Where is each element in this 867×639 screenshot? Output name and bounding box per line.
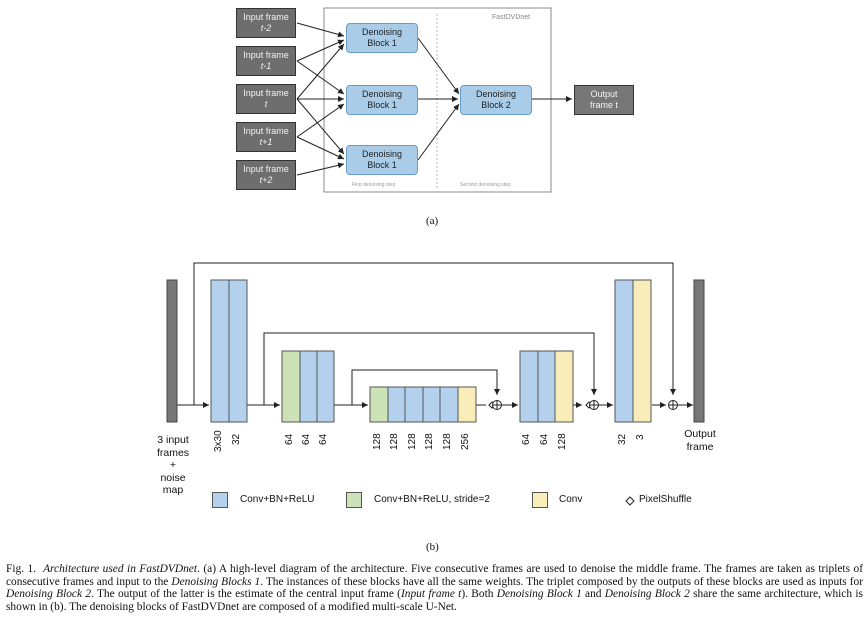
input-frame-t-1 — [236, 46, 296, 76]
input-label-line: 3 input — [157, 434, 189, 446]
input-frame-label: Input frame — [243, 12, 289, 22]
input-frame-label: Input frame — [243, 126, 289, 136]
denoising-block-1-middle — [346, 85, 418, 115]
input-frame-index: t-2 — [260, 23, 272, 33]
caption-text: share the same architecture, which is shown in (b). The denoising blocks of FastDVDnet are composed of a modified multi-scale U-Net. — [6, 588, 863, 613]
caption-text: . (a) A high-level diagram of the architecture. Five consecutive frames are used to denoise the middle frame. The frames are taken as triplets of consecutive frames and input to the — [6, 563, 863, 588]
channel-label: 32 — [231, 433, 242, 445]
input-frame-t+1 — [236, 122, 296, 152]
input-label-line: + — [169, 459, 177, 471]
output-label: Output — [590, 89, 618, 99]
block-label: Denoising — [361, 149, 403, 159]
caption-italic: Denoising Blocks 1 — [171, 575, 261, 588]
input-frame-label: Input frame — [243, 88, 289, 98]
skip-connections — [194, 263, 673, 405]
output-label: frame t — [589, 100, 618, 110]
block-label: Block 1 — [367, 38, 397, 48]
input-frame-label: Input frame — [243, 50, 289, 60]
output-frame-box — [574, 85, 634, 115]
legend-swatch-yellow — [532, 492, 548, 508]
channel-label: 64 — [301, 433, 312, 445]
first-step-label: First denoising step — [352, 182, 396, 188]
block-label: Block 2 — [481, 100, 511, 110]
figure-caption — [6, 563, 863, 613]
channel-label: 32 — [617, 433, 628, 445]
legend-pixelshuffle-icon — [625, 496, 635, 506]
caption-text: . The instances of these blocks have all the same weights. The triplet composed by the outputs of these blocks are used as inputs for — [260, 575, 864, 588]
output-label-line: Output — [684, 428, 716, 440]
channel-label: 3 — [635, 434, 646, 440]
legend-swatch-green — [346, 492, 362, 508]
output-label-line: frame — [686, 441, 714, 453]
input-frame-t — [236, 84, 296, 114]
caption-text: . The output of the latter is the estimate of the central input frame ( — [91, 588, 401, 600]
caption-text: ). Both — [461, 588, 497, 600]
caption-italic: Input frame t — [400, 588, 462, 600]
legend-conv-bn-relu: Conv+BN+ReLU — [240, 494, 315, 505]
denoising-block-2 — [460, 85, 532, 115]
second-step-label: Second denoising step — [460, 182, 511, 188]
input-label — [145, 434, 201, 497]
diagram-a-arrows — [0, 0, 867, 230]
channel-label: 256 — [460, 433, 471, 450]
denoising-block-1-bottom — [346, 145, 418, 175]
channel-label: 64 — [521, 433, 532, 445]
input-frame-index: t-1 — [260, 61, 272, 71]
legend-pixelshuffle: PixelShuffle — [639, 494, 692, 505]
denoising-block-1-top — [346, 23, 418, 53]
input-label-line: map — [162, 484, 184, 496]
channel-label: 128 — [424, 433, 435, 450]
block-label: Denoising — [475, 89, 517, 99]
block-label: Denoising — [361, 89, 403, 99]
caption-italic: Denoising Block 1 — [496, 588, 582, 600]
layer-group-1 — [211, 280, 247, 422]
input-frame-index: t — [264, 99, 268, 109]
sublabel-b: (b) — [426, 541, 439, 553]
sublabel-a: (a) — [426, 215, 439, 227]
diagram-b-graphics — [0, 240, 867, 460]
output-label — [678, 428, 722, 454]
input-label-line: frames — [156, 446, 190, 459]
channel-label: 64 — [539, 433, 550, 445]
output-tensor — [694, 280, 704, 422]
input-label-line: noise — [160, 471, 186, 484]
channel-label: 64 — [284, 433, 295, 445]
channel-label: 128 — [557, 433, 568, 450]
channel-label: 128 — [442, 433, 453, 450]
block-label: Block 1 — [367, 100, 397, 110]
input-frame-label: Input frame — [243, 164, 289, 174]
layer-group-4 — [520, 351, 573, 422]
input-frame-t-2 — [236, 8, 296, 38]
input-frame-t+2 — [236, 160, 296, 190]
input-tensor — [167, 280, 177, 422]
legend-swatch-blue — [212, 492, 228, 508]
input-frame-index: t+2 — [259, 175, 273, 185]
caption-italic: Denoising Block 2 — [604, 588, 690, 600]
layer-group-3 — [370, 387, 476, 422]
layer-group-5 — [615, 280, 651, 422]
input-frame-index: t+1 — [259, 137, 273, 147]
caption-text: and — [581, 588, 605, 600]
fastdvdnet-title: FastDVDnet — [492, 14, 531, 21]
caption-title: Architecture used in FastDVDnet — [43, 563, 197, 575]
caption-fig: Fig. 1. — [6, 563, 37, 575]
caption-italic: Denoising Block 2 — [6, 588, 92, 600]
block-label: Block 1 — [367, 160, 397, 170]
channel-label: 128 — [389, 433, 400, 450]
channel-label: 3x30 — [213, 430, 224, 452]
channel-label: 64 — [318, 433, 329, 445]
channel-label: 128 — [407, 433, 418, 450]
layer-group-2 — [282, 351, 334, 422]
legend-conv: Conv — [559, 494, 583, 505]
legend-conv-bn-relu-stride: Conv+BN+ReLU, stride=2 — [374, 494, 490, 505]
block-label: Denoising — [361, 27, 403, 37]
channel-label: 128 — [372, 433, 383, 450]
